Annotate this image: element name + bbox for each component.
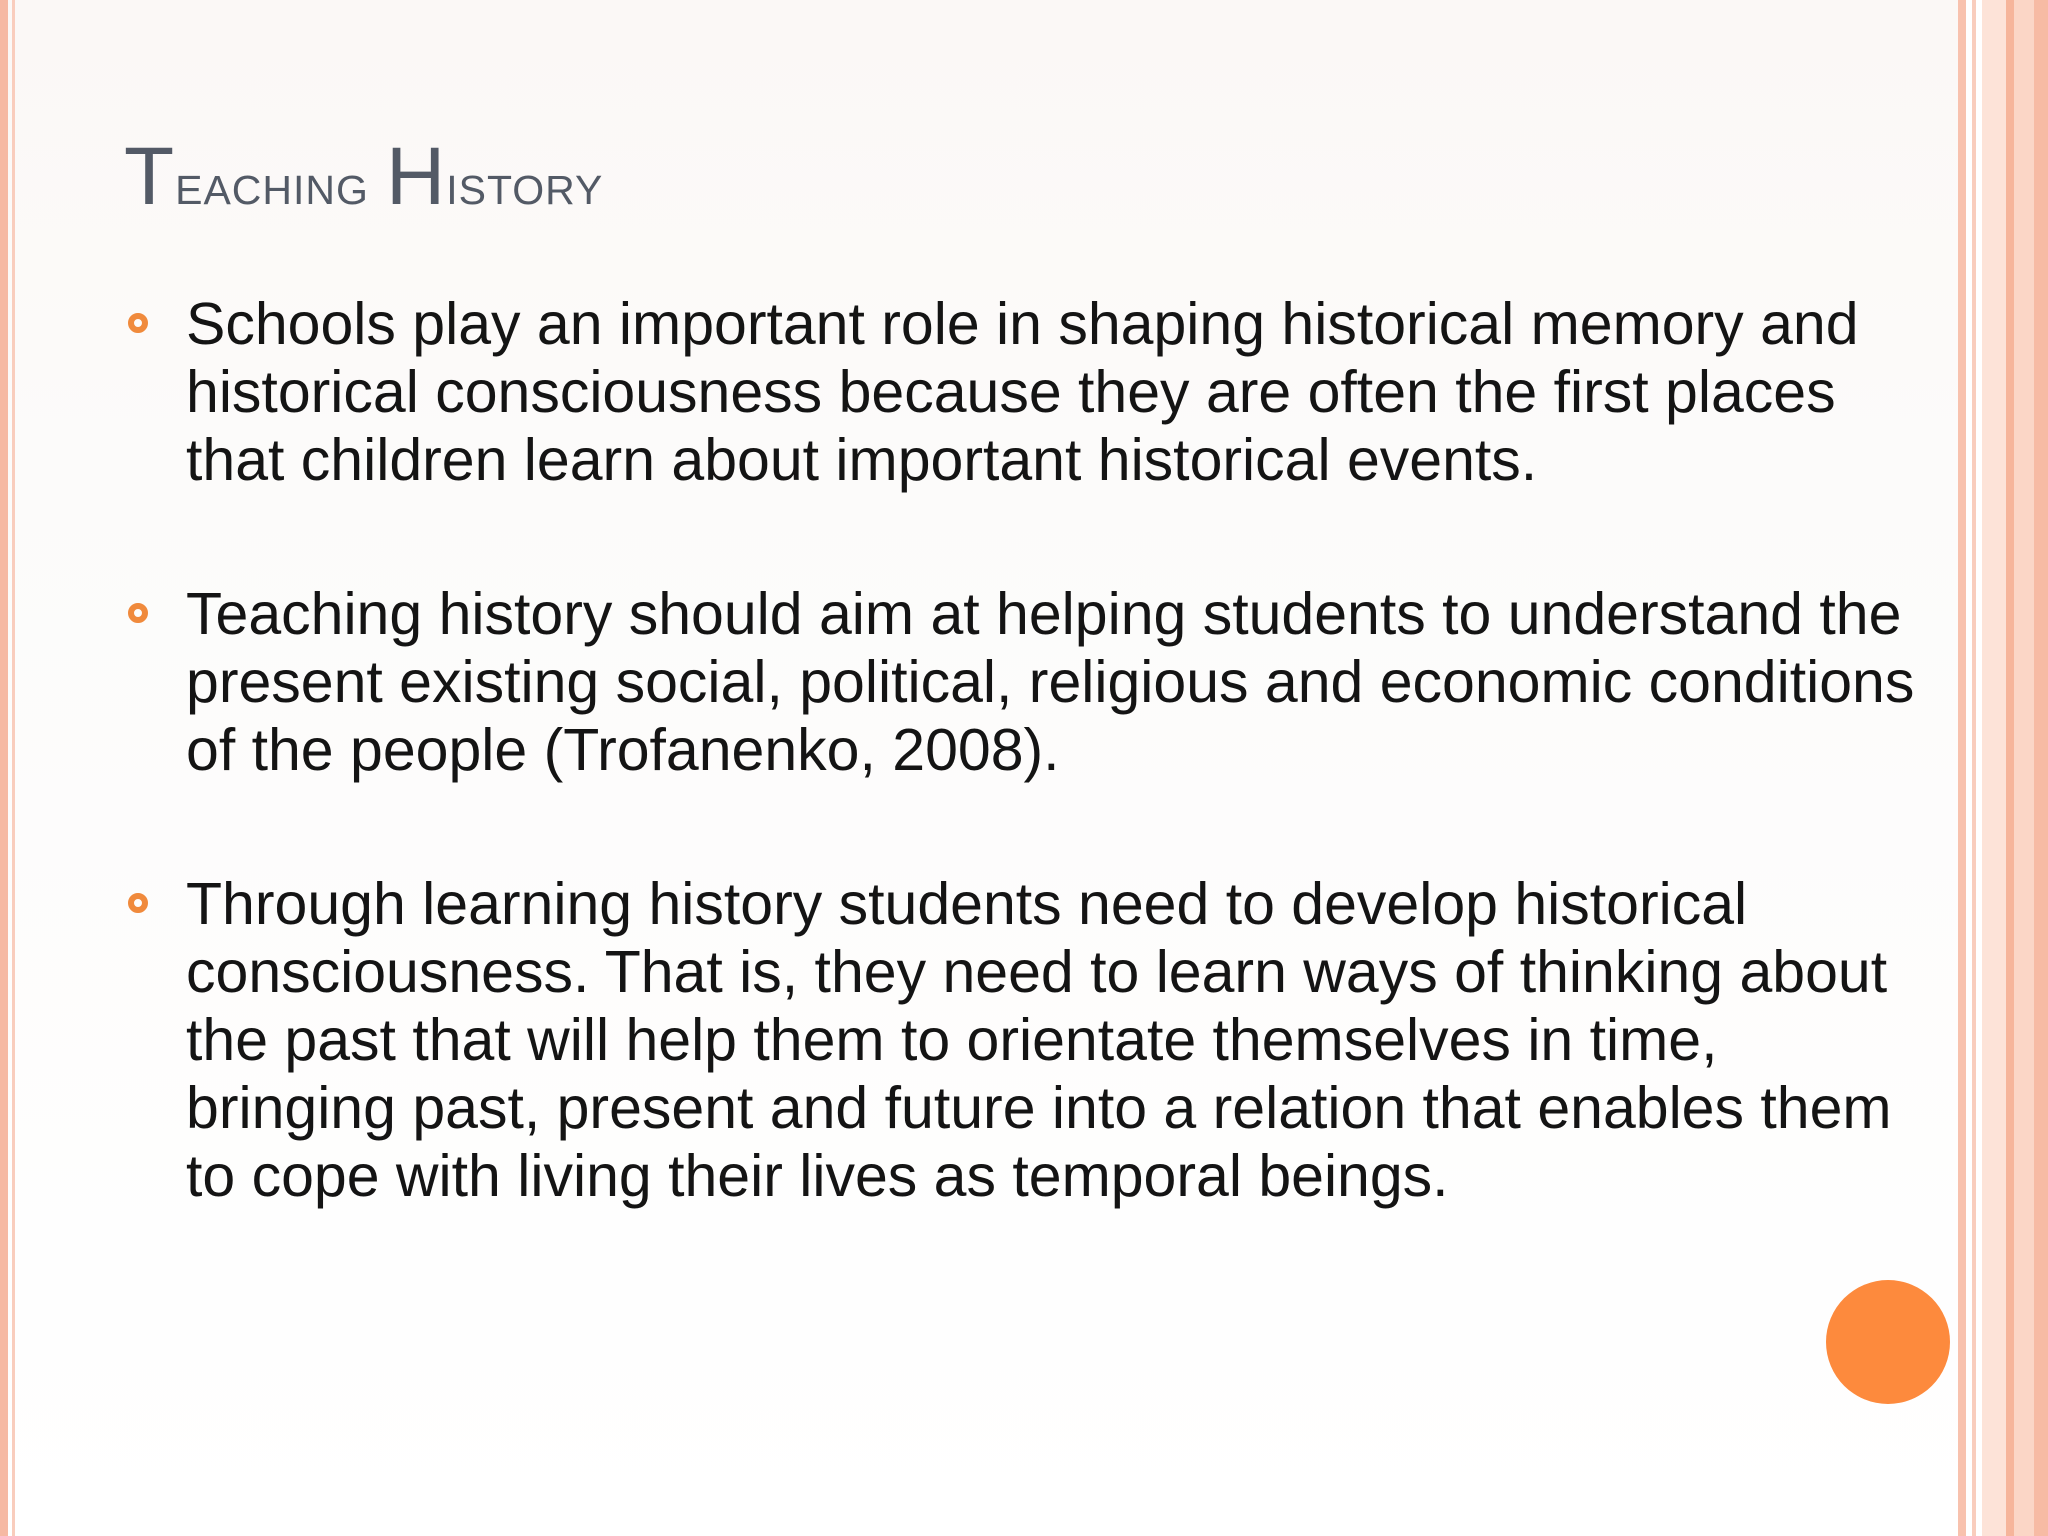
- right-border-stripe: [1982, 0, 2006, 1536]
- bullet-item: [124, 580, 1924, 784]
- ring-bullet-icon: [128, 893, 148, 913]
- bullet-list: [124, 290, 1924, 1296]
- bullet-item: [124, 870, 1924, 1210]
- right-border-stripe: [2014, 0, 2034, 1536]
- slide-title: Teaching History: [124, 131, 604, 222]
- bullet-text: Through learning history students need to develop historical consciousness. That is, they need to learn ways of thinking about the past that will help them to orientate themselves in time, bringing past, present and future into a relation that enables them to cope with living their lives as temporal beings.: [186, 871, 1892, 1209]
- right-border-stripe: [1972, 0, 1976, 1536]
- ring-bullet-icon: [128, 603, 148, 623]
- left-border-stripe: [0, 0, 8, 1536]
- right-border-stripe: [2006, 0, 2014, 1536]
- bullet-item: [124, 290, 1924, 494]
- left-border-stripe-thin: [12, 0, 15, 1536]
- right-border-stripe: [2034, 0, 2048, 1536]
- bullet-text: Schools play an important role in shaping historical memory and historical consciousness because they are often the first places that children learn about important historical events.: [186, 291, 1859, 493]
- bullet-text: Teaching history should aim at helping students to understand the present existing social, political, religious and economic conditions of the people (Trofanenko, 2008).: [186, 581, 1915, 783]
- ring-bullet-icon: [128, 313, 148, 333]
- orange-circle-decoration: [1826, 1280, 1950, 1404]
- right-border-stripe: [1958, 0, 1966, 1536]
